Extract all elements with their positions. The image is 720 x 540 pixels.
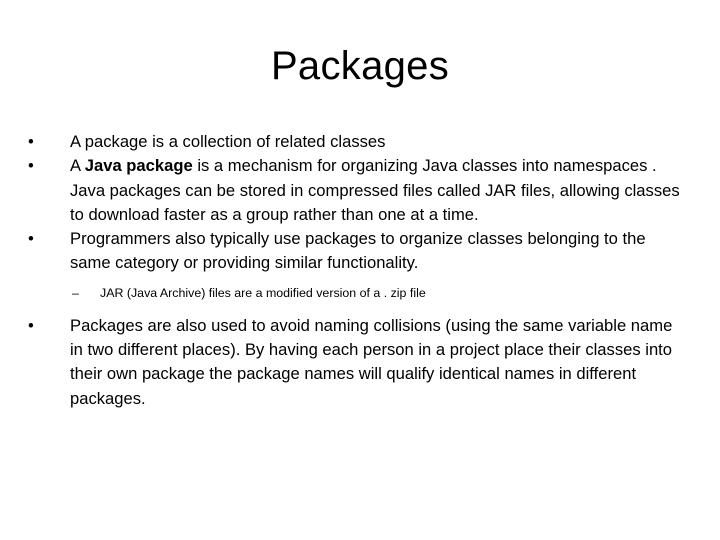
bullet-item [28, 130, 688, 154]
slide-body [28, 130, 688, 411]
bullet-text-suffix: is a mechanism for organizing Java classes into namespaces . Java packages can be stored in compressed files called JAR files, allowing classes to download faster as a group rather than one at a time. [70, 156, 680, 224]
bullet-item [28, 227, 688, 276]
sub-bullet-marker: – [72, 285, 79, 300]
bullet-item [28, 314, 688, 411]
bullet-marker: • [28, 132, 34, 151]
sub-bullet-text: JAR (Java Archive) files are a modified version of a . zip file [100, 285, 426, 300]
bullet-text: A package is a collection of related classes [70, 132, 386, 151]
bullet-text-bold: Java package [84, 156, 193, 176]
bullet-text: Packages are also used to avoid naming collisions (using the same variable name in two different places). By having each person in a project place their classes into their own package the package names will qualify identical names in different packages. [70, 315, 673, 408]
bullet-item [28, 154, 688, 227]
bullet-marker: • [28, 315, 34, 335]
bullet-text-prefix: A [70, 156, 85, 176]
bullet-text: Programmers also typically use packages to organize classes belonging to the same category or providing similar functionality. [70, 229, 646, 273]
bullet-marker: • [28, 156, 34, 176]
slide-title: Packages [270, 44, 450, 88]
sub-bullet-item [28, 284, 688, 302]
bullet-marker: • [28, 229, 34, 249]
